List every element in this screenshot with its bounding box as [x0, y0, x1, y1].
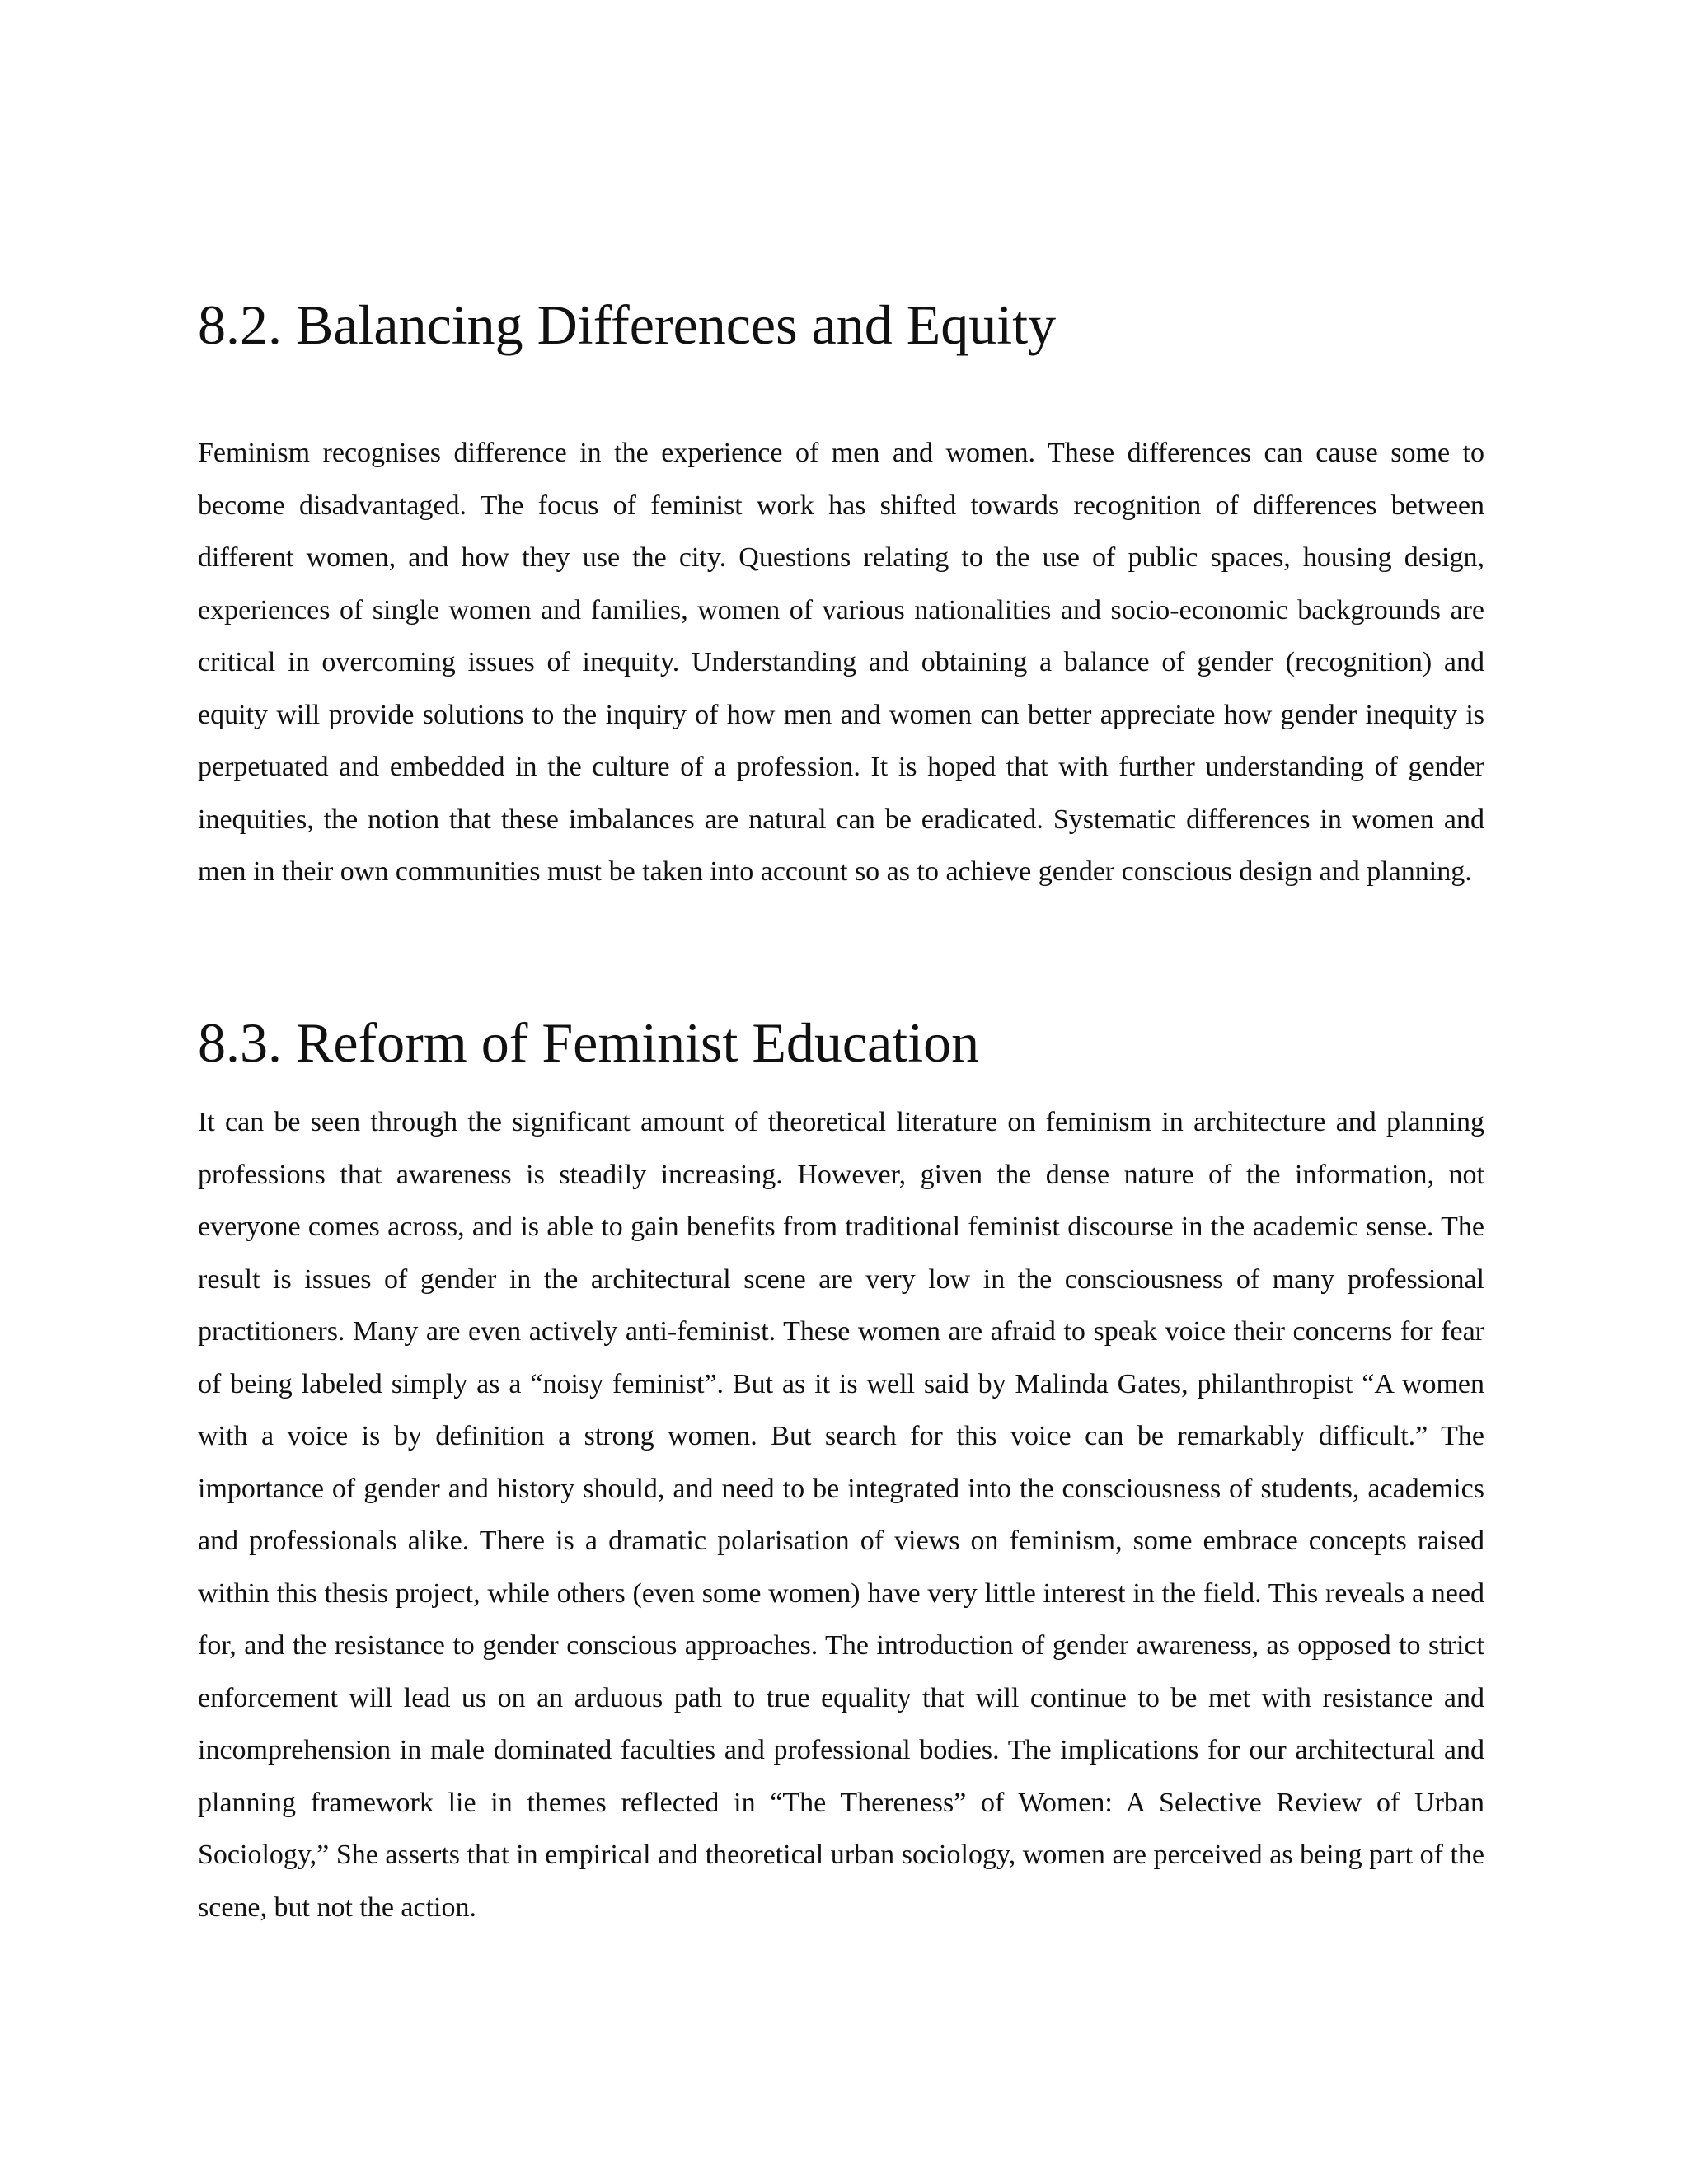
- section-heading-8-3: 8.3. Reform of Feminist Education: [198, 1011, 980, 1074]
- section-heading-8-2: 8.2. Balancing Differences and Equity: [198, 293, 1057, 356]
- section-paragraph-8-2: Feminism recognises difference in the experience of men and women. These differences can cause some to become disadvantaged. The focus of feminist work has shifted towards recognition of differences between different women, and how they use the city. Questions relating to the use of public spaces, housing design, experiences of single women and families, women of various nationalities and socio-economic backgrounds are critical in overcoming issues of inequity. Understanding and obtaining a balance of gender (recognition) and equity will provide solutions to the inquiry of how men and women can better appreciate how gender inequity is perpetuated and embedded in the culture of a profession. It is hoped that with further understanding of gender inequities, the notion that these imbalances are natural can be eradicated. Systematic differences in women and men in their own communities must be taken into account so as to achieve gender conscious design and planning.: [198, 438, 1484, 887]
- section-paragraph-8-3: It can be seen through the significant amount of theoretical literature on feminism in architecture and planning professions that awareness is steadily increasing. However, given the dense nature of the information, not everyone comes across, and is able to gain benefits from traditional feminist discourse in the academic sense. The result is issues of gender in the architectural scene are very low in the consciousness of many professional practitioners. Many are even actively anti-feminist. These women are afraid to speak voice their concerns for fear of being labeled simply as a “noisy feminist”. But as it is well said by Malinda Gates, philanthropist “A women with a voice is by definition a strong women. But search for this voice can be remarkably difficult.” The importance of gender and history should, and need to be integrated into the consciousness of students, academics and professionals alike. There is a dramatic polarisation of views on feminism, some embrace concepts raised within this thesis project, while others (even some women) have very little interest in the field. This reveals a need for, and the resistance to gender conscious approaches. The introduction of gender awareness, as opposed to strict enforcement will lead us on an arduous path to true equality that will continue to be met with resistance and incomprehension in male dominated faculties and professional bodies. The implications for our architectural and planning framework lie in themes reflected in “The Thereness” of Women: A Selective Review of Urban Sociology,” She asserts that in empirical and theoretical urban sociology, women are perceived as being part of the scene, but not the action.: [198, 1107, 1484, 1923]
